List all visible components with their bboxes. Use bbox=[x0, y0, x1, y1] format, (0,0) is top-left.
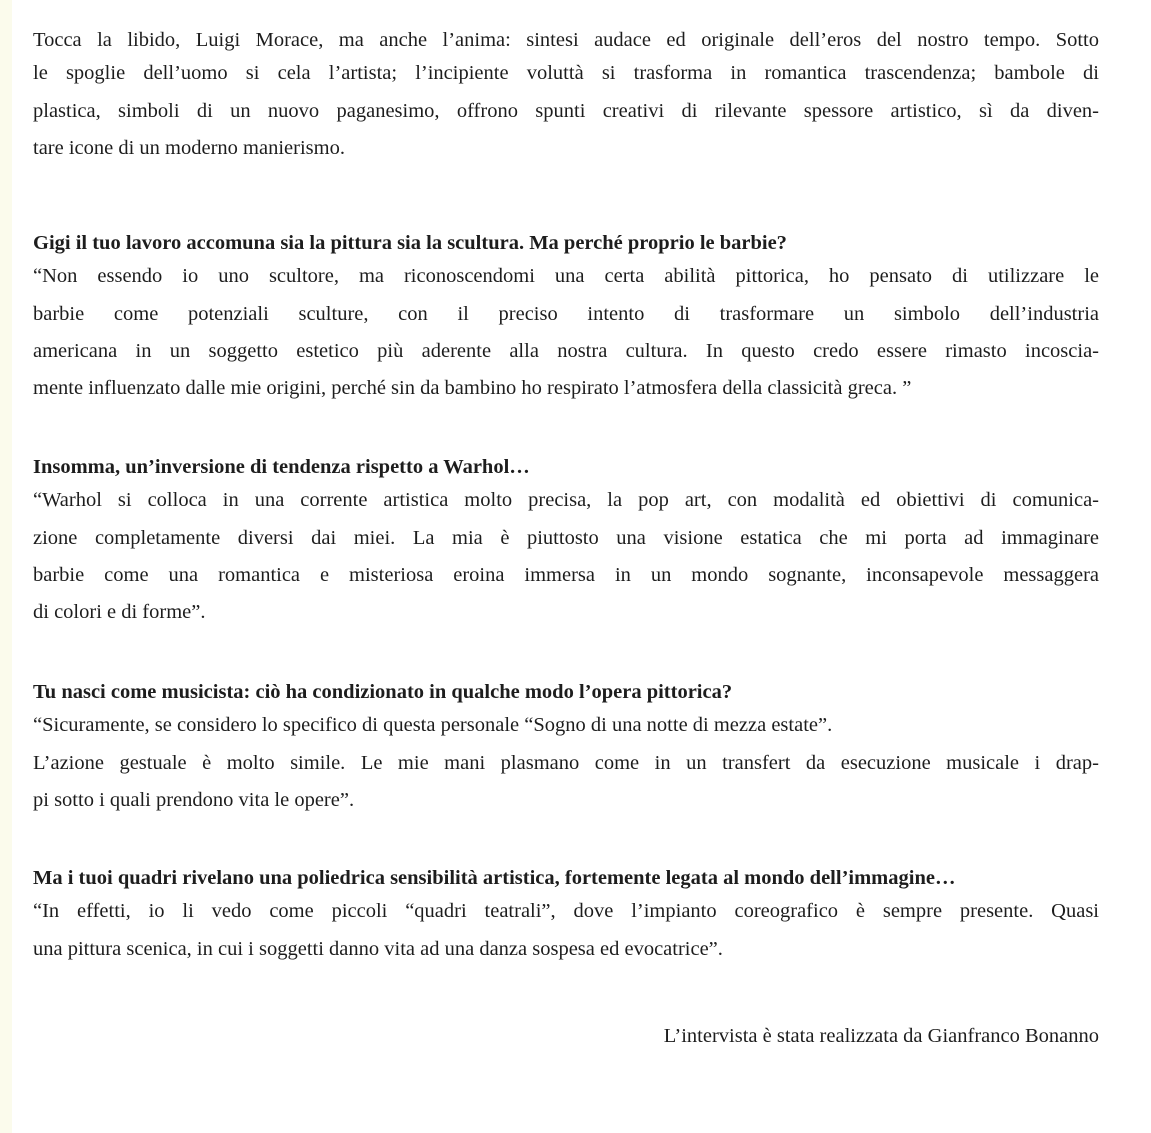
interview-question: Insomma, un’inversione di tendenza rispetto a Warhol… bbox=[33, 456, 530, 478]
interview-credit: L’intervista è stata realizzata da Gianfranco Bonanno bbox=[663, 1025, 1099, 1047]
interview-block bbox=[33, 677, 1099, 819]
answer-line: americana in un soggetto estetico più aderente alla nostra cultura. In questo credo essere rimasto incoscia- bbox=[33, 339, 1099, 362]
answer-line: una pittura scenica, in cui i soggetti danno vita ad una danza sospesa ed evocatrice”. bbox=[33, 937, 723, 960]
answer-line: “Sicuramente, se considero lo specifico di questa personale “Sogno di una notte di mezza estate”. bbox=[33, 714, 833, 737]
answer-line: L’azione gestuale è molto simile. Le mie mani plasmano come in un transfert da esecuzione musicale i drap- bbox=[33, 751, 1099, 774]
interview-question: Ma i tuoi quadri rivelano una poliedrica sensibilità artistica, fortemente legata al mondo dell’immagine… bbox=[33, 867, 956, 889]
intro-paragraph bbox=[33, 25, 1099, 168]
intro-line: plastica, simboli di un nuovo paganesimo, offrono spunti creativi di rilevante spessore artistico, sì da diven- bbox=[33, 99, 1099, 122]
answer-line: “Warhol si colloca in una corrente artistica molto precisa, la pop art, con modalità ed obiettivi di comunica- bbox=[33, 489, 1099, 512]
interview-question: Gigi il tuo lavoro accomuna sia la pittura sia la scultura. Ma perché proprio le barbie? bbox=[33, 232, 787, 254]
intro-line: tare icone di un moderno manierismo. bbox=[33, 137, 345, 160]
page-edge-strip bbox=[0, 0, 12, 1133]
intro-line: Tocca la libido, Luigi Morace, ma anche l’anima: sintesi audace ed originale dell’eros del nostro tempo. Sotto bbox=[33, 29, 1099, 51]
answer-line: pi sotto i quali prendono vita le opere”. bbox=[33, 788, 355, 811]
answer-line: “In effetti, io li vedo come piccoli “quadri teatrali”, dove l’impianto coreografico è sempre presente. Quasi bbox=[33, 900, 1099, 923]
interview-question: Tu nasci come musicista: ciò ha condizionato in qualche modo l’opera pittorica? bbox=[33, 681, 733, 703]
answer-line: di colori e di forme”. bbox=[33, 600, 206, 623]
interview-block bbox=[33, 228, 1099, 407]
answer-line: mente influenzato dalle mie origini, perché sin da bambino ho respirato l’atmosfera della classicità greca. ” bbox=[33, 376, 912, 399]
interview-block bbox=[33, 452, 1099, 631]
interview-block bbox=[33, 863, 1099, 968]
answer-line: barbie come potenziali sculture, con il preciso intento di trasformare un simbolo dell’industria bbox=[33, 302, 1099, 325]
intro-line: le spoglie dell’uomo si cela l’artista; l’incipiente voluttà si trasforma in romantica trascendenza; bambole di bbox=[33, 62, 1099, 85]
answer-line: zione completamente diversi dai miei. La mia è piuttosto una visione estatica che mi porta ad immaginare bbox=[33, 526, 1099, 549]
answer-line: “Non essendo io uno scultore, ma riconoscendomi una certa abilità pittorica, ho pensato di utilizzare le bbox=[33, 265, 1099, 288]
answer-line: barbie come una romantica e misteriosa eroina immersa in un mondo sognante, inconsapevole messaggera bbox=[33, 563, 1099, 586]
